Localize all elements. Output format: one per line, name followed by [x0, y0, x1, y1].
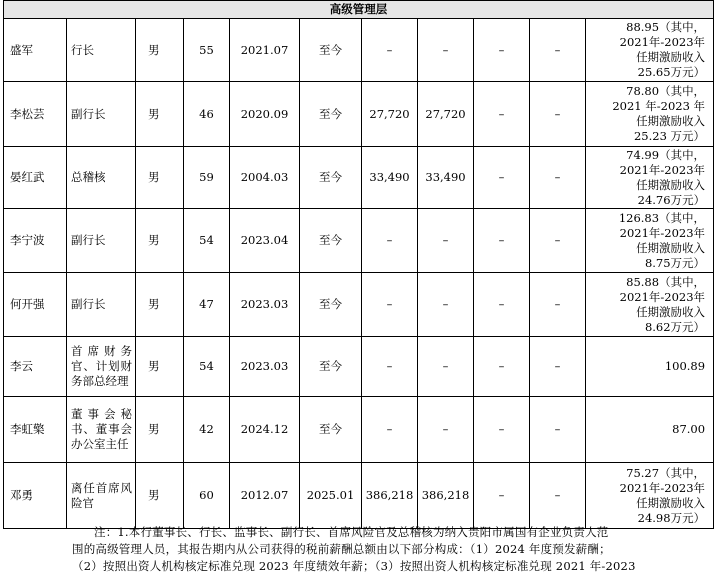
name-cell: 晏红武	[4, 147, 67, 209]
compensation-line: 74.99（其中，	[626, 147, 706, 162]
compensation-line: 24.98万元）	[637, 510, 706, 525]
shares-start-cell: 27,720	[362, 82, 418, 147]
reason-cell: –	[530, 273, 586, 337]
senior-management-table	[3, 0, 714, 529]
note-line-1: 注：1.本行董事长、行长、监事长、副行长、首席风险官及总稽核为纳入贵阳市属国有企业负责人范	[94, 525, 609, 539]
age-cell: 54	[184, 337, 230, 397]
title-cell: 副行长	[67, 209, 136, 273]
change-cell: –	[474, 19, 530, 82]
end-date-cell: 2025.01	[300, 463, 362, 529]
start-date-cell: 2023.03	[230, 273, 300, 337]
table-notes	[72, 524, 636, 575]
table-row	[4, 82, 714, 147]
table-row	[4, 397, 714, 463]
compensation-line: 100.89	[664, 359, 706, 373]
compensation-cell	[586, 82, 714, 147]
age-cell: 60	[184, 463, 230, 529]
compensation-line: 任期激励收入	[636, 114, 706, 128]
end-date-cell: 至今	[300, 19, 362, 82]
age-cell: 47	[184, 273, 230, 337]
title-cell: 离任首席风险官	[67, 463, 136, 529]
compensation-line: 任期激励收入	[636, 495, 706, 510]
table-row	[4, 337, 714, 397]
table-row	[4, 273, 714, 337]
compensation-cell	[586, 273, 714, 337]
change-cell: –	[474, 82, 530, 147]
start-date-cell: 2021.07	[230, 19, 300, 82]
gender-cell: 男	[136, 19, 184, 82]
change-cell: –	[474, 397, 530, 463]
compensation-line: 78.80（其中，	[626, 84, 706, 98]
reason-cell: –	[530, 463, 586, 529]
shares-start-cell: –	[362, 337, 418, 397]
compensation-line: 87.00	[672, 422, 706, 436]
compensation-line: 25.23 万元）	[633, 129, 706, 143]
compensation-cell	[586, 209, 714, 273]
change-cell: –	[474, 463, 530, 529]
gender-cell: 男	[136, 397, 184, 463]
compensation-line: 75.27（其中，	[626, 465, 706, 480]
title-cell: 副行长	[67, 273, 136, 337]
compensation-line: 25.65万元）	[637, 65, 706, 79]
reason-cell: –	[530, 337, 586, 397]
shares-start-cell: –	[362, 397, 418, 463]
compensation-line: 2021年-2023年	[619, 225, 706, 240]
end-date-cell: 至今	[300, 337, 362, 397]
age-cell: 42	[184, 397, 230, 463]
title-cell: 董事会秘书、董事会办公室主任	[67, 397, 136, 463]
compensation-line: 2021 年-2023 年	[612, 99, 706, 113]
gender-cell: 男	[136, 337, 184, 397]
change-cell: –	[474, 209, 530, 273]
title-cell: 首席财务官、计划财务部总经理	[67, 337, 136, 397]
end-date-cell: 至今	[300, 82, 362, 147]
compensation-line: 任期激励收入	[636, 50, 706, 64]
name-cell: 邓勇	[4, 463, 67, 529]
gender-cell: 男	[136, 82, 184, 147]
name-cell: 李云	[4, 337, 67, 397]
note-line-3: （2）按照出资人机构核定标准兑现 2023 年度绩效年薪；（3）按照出资人机构核定标准兑现 2021 年-2023	[72, 559, 636, 573]
name-cell: 何开强	[4, 273, 67, 337]
table-row	[4, 463, 714, 529]
end-date-cell: 至今	[300, 273, 362, 337]
compensation-cell	[586, 147, 714, 209]
age-cell: 55	[184, 19, 230, 82]
compensation-line: 任期激励收入	[636, 240, 706, 255]
gender-cell: 男	[136, 209, 184, 273]
name-cell: 盛军	[4, 19, 67, 82]
shares-start-cell: –	[362, 19, 418, 82]
shares-end-cell: –	[418, 209, 474, 273]
start-date-cell: 2004.03	[230, 147, 300, 209]
shares-start-cell: –	[362, 273, 418, 337]
shares-start-cell: 386,218	[362, 463, 418, 529]
age-cell: 54	[184, 209, 230, 273]
start-date-cell: 2024.12	[230, 397, 300, 463]
compensation-line: 85.88（其中，	[626, 274, 706, 289]
section-title: 高级管理层	[4, 1, 714, 19]
reason-cell: –	[530, 397, 586, 463]
title-cell: 行长	[67, 19, 136, 82]
title-cell: 副行长	[67, 82, 136, 147]
start-date-cell: 2023.04	[230, 209, 300, 273]
age-cell: 46	[184, 82, 230, 147]
shares-start-cell: 33,490	[362, 147, 418, 209]
end-date-cell: 至今	[300, 209, 362, 273]
compensation-line: 2021年-2023年	[619, 480, 706, 495]
change-cell: –	[474, 147, 530, 209]
gender-cell: 男	[136, 273, 184, 337]
shares-end-cell: 386,218	[418, 463, 474, 529]
reason-cell: –	[530, 19, 586, 82]
end-date-cell: 至今	[300, 147, 362, 209]
shares-end-cell: –	[418, 397, 474, 463]
note-line-2: 围的高级管理人员，其报告期内从公司获得的税前薪酬总额由以下部分构成：（1）2024 年度预发薪酬；	[72, 542, 611, 556]
compensation-cell	[586, 337, 714, 397]
reason-cell: –	[530, 82, 586, 147]
name-cell: 李宁波	[4, 209, 67, 273]
table-row	[4, 147, 714, 209]
compensation-line: 2021年-2023年	[619, 289, 706, 304]
reason-cell: –	[530, 209, 586, 273]
start-date-cell: 2020.09	[230, 82, 300, 147]
compensation-cell	[586, 19, 714, 82]
shares-end-cell: 27,720	[418, 82, 474, 147]
compensation-line: 88.95（其中，	[626, 20, 706, 34]
compensation-line: 2021年-2023年	[619, 162, 706, 177]
compensation-line: 24.76万元）	[637, 192, 706, 207]
shares-end-cell: –	[418, 273, 474, 337]
name-cell: 李松芸	[4, 82, 67, 147]
compensation-line: 8.75万元）	[644, 255, 706, 270]
compensation-line: 任期激励收入	[636, 304, 706, 319]
shares-end-cell: 33,490	[418, 147, 474, 209]
shares-end-cell: –	[418, 337, 474, 397]
title-cell: 总稽核	[67, 147, 136, 209]
shares-start-cell: –	[362, 209, 418, 273]
shares-end-cell: –	[418, 19, 474, 82]
compensation-line: 2021年-2023年	[619, 35, 706, 49]
section-header-row	[4, 1, 714, 19]
change-cell: –	[474, 273, 530, 337]
compensation-cell	[586, 463, 714, 529]
compensation-line: 126.83（其中，	[618, 210, 706, 225]
age-cell: 59	[184, 147, 230, 209]
gender-cell: 男	[136, 463, 184, 529]
reason-cell: –	[530, 147, 586, 209]
start-date-cell: 2012.07	[230, 463, 300, 529]
compensation-line: 任期激励收入	[636, 177, 706, 192]
compensation-cell	[586, 397, 714, 463]
gender-cell: 男	[136, 147, 184, 209]
compensation-line: 8.62万元）	[644, 319, 706, 334]
start-date-cell: 2023.03	[230, 337, 300, 397]
end-date-cell: 至今	[300, 397, 362, 463]
table-row	[4, 209, 714, 273]
table-row	[4, 19, 714, 82]
name-cell: 李虹檠	[4, 397, 67, 463]
change-cell: –	[474, 337, 530, 397]
